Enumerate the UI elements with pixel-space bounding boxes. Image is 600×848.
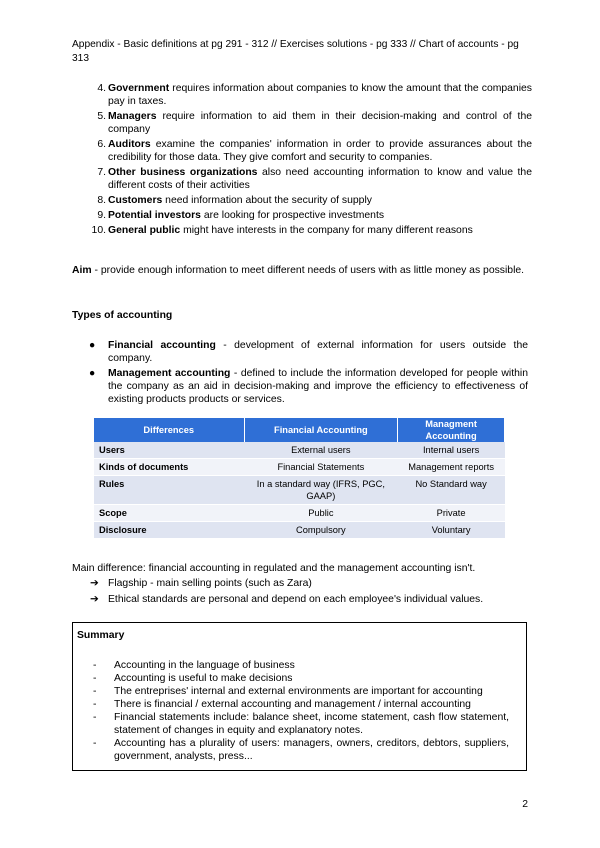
- table-row: [94, 505, 505, 522]
- table-header-row: [94, 418, 505, 442]
- list-term: Other business organizations: [108, 167, 258, 178]
- bullet-term: Financial accounting: [108, 340, 216, 351]
- main-difference-text: Main difference: financial accounting in regulated and the management accounting isn't.: [72, 563, 476, 574]
- management-cell: No Standard way: [398, 476, 505, 505]
- arrow-item: [72, 593, 532, 606]
- list-item: [72, 224, 532, 237]
- table-header-cell: Differences: [94, 418, 244, 442]
- list-term: Customers: [108, 195, 163, 206]
- arrow-item-text: Ethical standards are personal and depend on each employee's individual values.: [108, 594, 484, 605]
- summary-item-text: Accounting in the language of business: [114, 660, 295, 671]
- financial-cell: Public: [244, 505, 398, 522]
- financial-cell: Financial Statements: [244, 459, 398, 476]
- dash-icon: -: [93, 712, 97, 723]
- dash-icon: -: [93, 686, 97, 697]
- bullet-icon: ●: [89, 340, 96, 351]
- arrow-item-text: Flagship - main selling points (such as Zara): [108, 578, 312, 589]
- bullet-item: [72, 367, 528, 406]
- row-label: Scope: [94, 505, 244, 522]
- bullet-icon: ●: [89, 368, 96, 379]
- summary-list: [73, 659, 509, 763]
- list-term: General public: [108, 225, 181, 236]
- management-cell: Management reports: [398, 459, 505, 476]
- list-text: need information about the security of supply: [162, 195, 372, 206]
- dash-icon: -: [93, 738, 97, 749]
- table-row: [94, 476, 505, 505]
- summary-item: [73, 698, 509, 711]
- list-number: 6.: [97, 139, 106, 150]
- dash-icon: -: [93, 660, 97, 671]
- arrow-list: [72, 577, 532, 609]
- list-text: also need accounting information to know and value the different costs of their activities: [108, 167, 532, 191]
- user-groups-list: [72, 82, 532, 239]
- section-heading: Types of accounting: [72, 310, 173, 321]
- list-number: 5.: [97, 111, 106, 122]
- summary-item: [73, 711, 509, 737]
- summary-item: [73, 685, 509, 698]
- list-text: requires information about companies to know the amount that the companies pay in taxes.: [108, 83, 532, 107]
- summary-box: [72, 622, 527, 771]
- list-number: 4.: [97, 83, 106, 94]
- aim-label: Aim: [72, 265, 92, 276]
- management-cell: Internal users: [398, 442, 505, 459]
- table-row: [94, 459, 505, 476]
- types-bullet-list: [72, 339, 528, 408]
- management-cell: Voluntary: [398, 522, 505, 539]
- summary-item: [73, 737, 509, 763]
- financial-cell: Compulsory: [244, 522, 398, 539]
- list-number: 7.: [97, 167, 106, 178]
- table-row: [94, 442, 505, 459]
- row-label: Rules: [94, 476, 244, 505]
- row-label: Disclosure: [94, 522, 244, 539]
- bullet-term: Management accounting: [108, 368, 231, 379]
- table-header-cell: Managment Accounting: [398, 418, 505, 442]
- bullet-item: [72, 339, 528, 365]
- arrow-right-icon: ➔: [90, 578, 99, 589]
- list-text: are looking for prospective investments: [200, 210, 385, 221]
- aim-text: - provide enough information to meet different needs of users with as little money as possible.: [91, 265, 525, 276]
- dash-icon: -: [93, 699, 97, 710]
- dash-icon: -: [93, 673, 97, 684]
- list-text: examine the companies' information in order to provide assurances about the credibility for those data. They give comfort and security to companies.: [108, 139, 532, 163]
- list-item: [72, 166, 532, 192]
- list-term: Potential investors: [108, 210, 201, 221]
- list-number: 10.: [91, 225, 106, 236]
- list-number: 9.: [97, 210, 106, 221]
- arrow-item: [72, 577, 532, 590]
- financial-cell: In a standard way (IFRS, PGC, GAAP): [244, 476, 398, 505]
- row-label: Kinds of documents: [94, 459, 244, 476]
- financial-cell: External users: [244, 442, 398, 459]
- page-header: Appendix - Basic definitions at pg 291 - 312 // Exercises solutions - pg 333 // Chart of accounts - pg 313: [72, 39, 519, 64]
- bullet-text: - defined to include the information developed for people within the company as an aid in decision-making and improve the efficiency to effectiveness of existing products products or services.: [108, 368, 528, 405]
- bullet-text: - development of external information for users outside the company.: [108, 340, 528, 364]
- arrow-right-icon: ➔: [90, 594, 99, 605]
- list-item: [72, 138, 532, 164]
- page-number: 2: [522, 799, 528, 810]
- list-item: [72, 194, 532, 207]
- list-term: Government: [108, 83, 170, 94]
- list-text: require information to aid them in their decision-making and control of the company: [108, 111, 532, 135]
- summary-item-text: The entreprises' internal and external environments are important for accounting: [114, 686, 483, 697]
- list-text: might have interests in the company for many different reasons: [180, 225, 473, 236]
- list-term: Auditors: [108, 139, 151, 150]
- table-header-cell: Financial Accounting: [244, 418, 398, 442]
- aim-paragraph: [72, 264, 528, 277]
- list-item: [72, 110, 532, 136]
- summary-item-text: There is financial / external accounting and management / internal accounting: [114, 699, 471, 710]
- list-item: [72, 82, 532, 108]
- list-item: [72, 209, 532, 222]
- summary-item: [73, 672, 509, 685]
- summary-title: Summary: [77, 630, 125, 641]
- table-row: [94, 522, 505, 539]
- management-cell: Private: [398, 505, 505, 522]
- row-label: Users: [94, 442, 244, 459]
- summary-item-text: Financial statements include: balance sheet, income statement, cash flow statement, statement of changes in equity and explanatory notes.: [114, 712, 509, 736]
- summary-item: [73, 659, 509, 672]
- list-term: Managers: [108, 111, 157, 122]
- comparison-table: [94, 418, 505, 539]
- list-number: 8.: [97, 195, 106, 206]
- summary-item-text: Accounting has a plurality of users: managers, owners, creditors, debtors, suppliers, government, analysts, press...: [114, 738, 509, 762]
- summary-item-text: Accounting is useful to make decisions: [114, 673, 293, 684]
